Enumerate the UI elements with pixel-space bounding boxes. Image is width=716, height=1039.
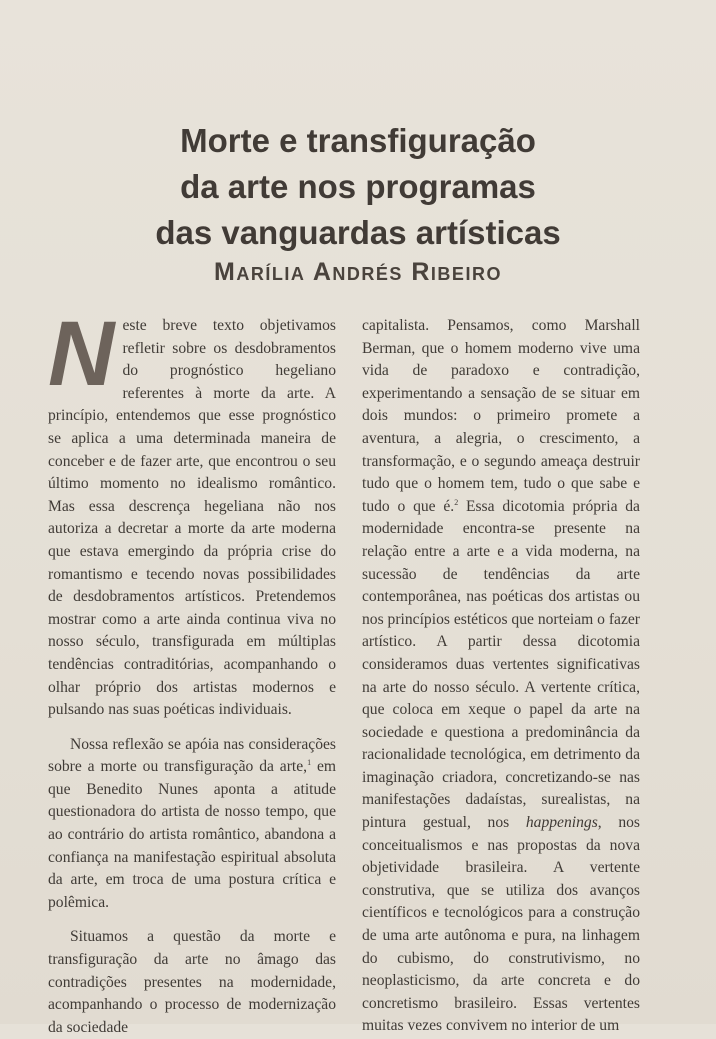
paragraph-2 [48,734,336,915]
drop-cap: N [48,303,115,405]
paragraph-4-text-a: capitalista. Pensamos, como Marshall Berman, que o homem moderno vive uma vida de paradoxo e contradição, experimentando a sensação de se situar em dois mundos: o primeiro promete a aventura, a alegria, o crescimento, a transformação, e o segundo ameaça destruir tudo que o homem tem, tudo o que sabe e tudo o que é. [362,317,640,515]
emphasis-happenings: happenings [525,814,598,832]
left-column [48,303,337,1039]
paragraph-4-text-c: , nos conceitualismos e nas propostas da nova objetividade brasileira. A vertente construtiva, que se utiliza dos avanços científicos e tecnológicos para a construção de uma arte autônoma e pura, na linhagem do cubismo, do construtivismo, no neoplasticismo, da arte concreta e do concretismo brasileiro. Essas vertentes muitas vezes convivem no interior de um [362,814,640,1035]
article-title [0,118,716,256]
paragraph-4-text-b: Essa dicotomia própria da modernidade encontra-se presente na relação entre a arte e a vida moderna, na sucessão de tendências da arte contemporânea, nas poéticas dos artistas ou nos princípios estéticos que norteiam o fazer artístico. A partir dessa dicotomia consideramos duas vertentes significativas na arte do nosso século. A vertente crítica, que coloca em xeque o papel da arte na sociedade e questiona a predominância da racionalidade tecnológica, em detrimento da imaginação criadora, concretizando-se nas manifestações dadaístas, surealistas, na pintura gestual, nos [362,497,640,832]
paragraph-1 [48,303,336,722]
footnote-ref-2: 2 [454,497,459,507]
paragraph-1-text: este breve texto objetivamos refletir sobre os desdobramentos do prognóstico hegeliano referentes à morte da arte. A princípio, entendemos que esse prognóstico se aplica a uma determinada maneira de conceber e de fazer arte, que encontrou o seu último momento no idealismo romântico. Mas essa descrença hegeliana não nos autoriza a decretar a morte da arte moderna que estava emergindo da própria crise do romantismo e tecendo novas possibilidades de desdobramentos artísticos. Pretendemos mostrar como a arte ainda continua viva no nosso século, transfigurada em múltiplas tendências contraditórias, acompanhando o olhar próprio dos artistas modernos e pulsando nas suas poéticas individuais. [48,317,336,719]
title-line-1: Morte e transfiguração [180,122,536,159]
paragraph-2-text-b: em que Benedito Nunes aponta a atitude questionadora do artista de nosso tempo, que ao contrário do artista romântico, abandona a confiança na manifestação espiritual absoluta da arte, em troca de uma postura crítica e polêmica. [48,758,337,911]
right-column [362,315,640,1038]
author-name: Marília Andrés Ribeiro [214,258,502,286]
title-line-3: das vanguardas artísticas [155,214,561,251]
paragraph-2-text-a: Nossa reflexão se apóia nas considerações sobre a morte ou transfiguração da arte, [48,735,336,776]
paragraph-3: Situamos a questão da morte e transfiguração da arte no âmago das contradições presentes na modernidade, acompanhando o processo de modernização da sociedade [48,928,336,1036]
paragraph-4 [362,315,640,1038]
footnote-ref-1: 1 [307,758,312,768]
title-line-2: da arte nos programas [180,168,536,205]
